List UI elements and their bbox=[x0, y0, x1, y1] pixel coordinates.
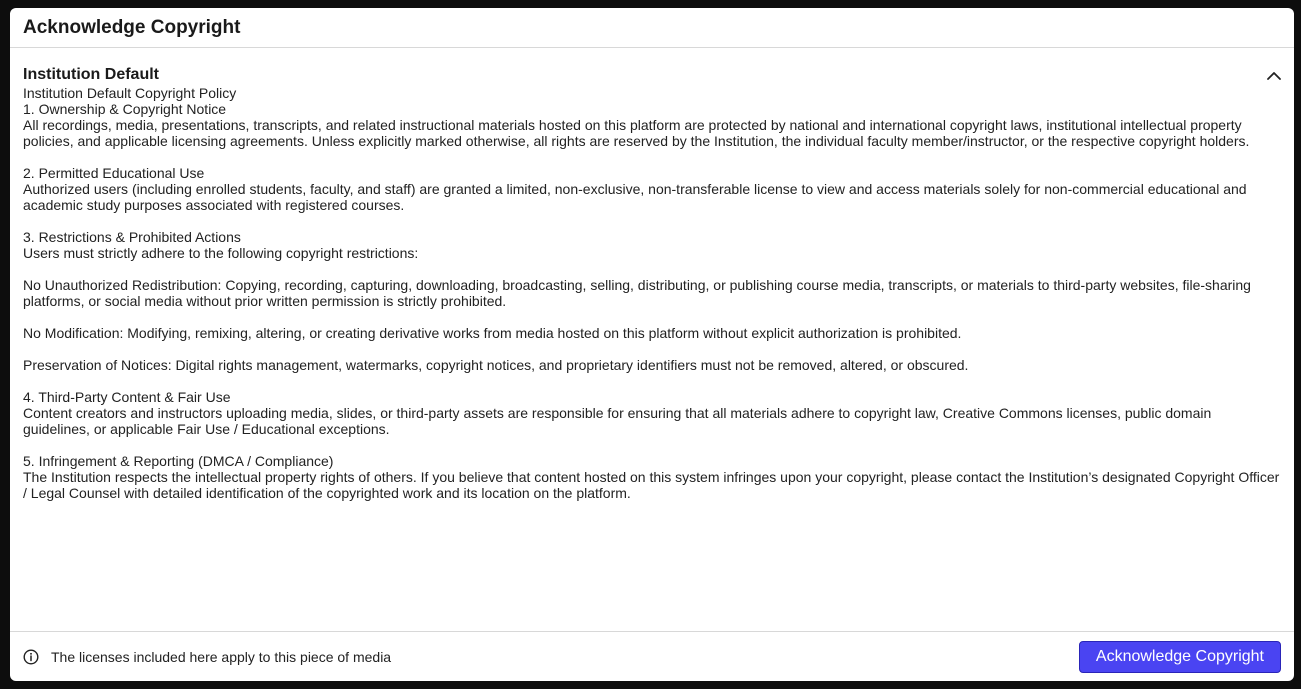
section-2-body: Authorized users (including enrolled students, faculty, and staff) are granted a limited, non-exclusive, non-transferable license to view and access materials solely for non-commercial educational and academic study purposes associated with registered courses. bbox=[23, 181, 1247, 213]
section-5-title: 5. Infringement & Reporting (DMCA / Compliance) bbox=[23, 453, 334, 469]
section-4-body: Content creators and instructors uploading media, slides, or third-party assets are responsible for ensuring that all materials adhere to copyright law, Creative Commons licenses, public domain guidelines, or applicable Fair Use / Educational exceptions. bbox=[23, 405, 1212, 437]
dialog-header bbox=[10, 8, 1294, 48]
section-1-title: 1. Ownership & Copyright Notice bbox=[23, 101, 227, 117]
footer-note-text: The licenses included here apply to this piece of media bbox=[51, 648, 392, 665]
info-icon bbox=[23, 649, 39, 665]
section-3-item-3: Preservation of Notices: Digital rights management, watermarks, copyright notices, and proprietary identifiers must not be removed, altered, or obscured. bbox=[23, 357, 969, 373]
dialog-footer bbox=[10, 631, 1294, 681]
section-1-body: All recordings, media, presentations, transcripts, and related instructional materials hosted on this platform are protected by national and international copyright laws, institutional intellectual property policies, and applicable licensing agreements. Unless explicitly marked otherwise, all rights are reserved by the Institution, the individual faculty member/instructor, or the respective copyright holders. bbox=[23, 117, 1250, 149]
section-2-title: 2. Permitted Educational Use bbox=[23, 165, 205, 181]
chevron-up-icon[interactable] bbox=[1265, 66, 1283, 84]
acknowledge-copyright-dialog bbox=[10, 8, 1294, 681]
policy-text bbox=[23, 85, 1281, 501]
acknowledge-copyright-button[interactable]: Acknowledge Copyright bbox=[1079, 641, 1281, 673]
section-3-item-2: No Modification: Modifying, remixing, altering, or creating derivative works from media hosted on this platform without explicit authorization is prohibited. bbox=[23, 325, 962, 341]
dialog-title: Acknowledge Copyright bbox=[23, 16, 241, 38]
section-4-title: 4. Third-Party Content & Fair Use bbox=[23, 389, 231, 405]
footer-note bbox=[23, 649, 391, 665]
policy-heading: Institution Default Copyright Policy bbox=[23, 85, 237, 101]
section-3-title: 3. Restrictions & Prohibited Actions bbox=[23, 229, 241, 245]
dialog-body bbox=[10, 48, 1294, 631]
section-5-body: The Institution respects the intellectual property rights of others. If you believe that content hosted on this system infringes upon your copyright, please contact the Institution’s designated Copyright Officer / Legal Counsel with detailed identification of the copyrighted work and its location on the platform. bbox=[23, 469, 1280, 501]
section-header[interactable] bbox=[23, 65, 1281, 85]
section-title: Institution Default bbox=[23, 66, 159, 83]
section-3-body: Users must strictly adhere to the following copyright restrictions: bbox=[23, 245, 419, 261]
section-3-item-1: No Unauthorized Redistribution: Copying, recording, capturing, downloading, broadcasting, selling, distributing, or publishing course media, transcripts, or materials to third-party websites, file-sharing platforms, or social media without prior written permission is strictly prohibited. bbox=[23, 277, 1251, 309]
